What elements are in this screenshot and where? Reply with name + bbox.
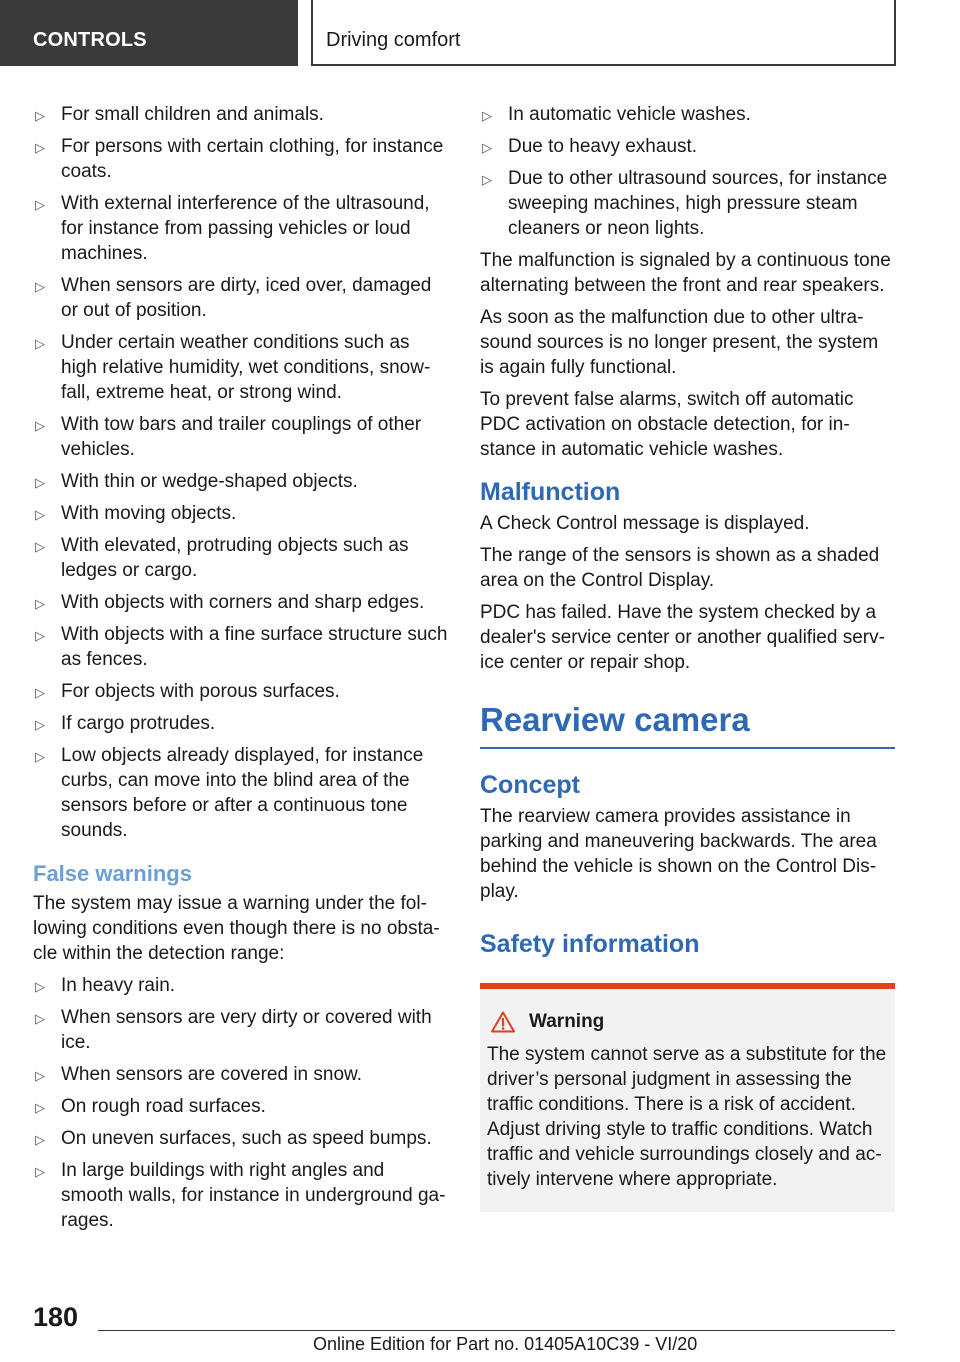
concept-text: The rearview camera provides assistance in parking and maneuvering backwards. The area behind the vehicle is shown on the Control Display. — [480, 806, 877, 902]
triangle-right-icon: ▷ — [482, 172, 492, 187]
page-number: 180 — [33, 1302, 79, 1332]
list-item-text: With elevated, protruding objects such as ledges or cargo. — [61, 535, 409, 581]
list-item-text: For objects with porous surfaces. — [61, 681, 340, 702]
left-column — [33, 102, 448, 1240]
list-item-text: Due to heavy exhaust. — [508, 136, 698, 157]
list-item-text: In large buildings with right angles and smooth walls, for instance in underground garages. — [61, 1160, 446, 1231]
list-item — [33, 412, 448, 462]
list-item-text: When sensors are very dirty or covered with ice. — [61, 1007, 432, 1053]
list-item-text: For persons with certain clothing, for instance coats. — [61, 136, 444, 182]
list-item-text: With thin or wedge-shaped objects. — [61, 471, 358, 492]
list-item — [33, 533, 448, 583]
triangle-right-icon: ▷ — [35, 1164, 45, 1179]
warning-triangle-icon — [491, 1011, 515, 1033]
triangle-right-icon: ▷ — [35, 717, 45, 732]
list-item-text: With external interference of the ultrasound, for instance from passing vehicles or loud machines. — [61, 193, 430, 264]
list-item-text: On uneven surfaces, such as speed bumps. — [61, 1128, 432, 1149]
edition-text: Online Edition for Part no. 01405A10C39 - VI/20 — [313, 1334, 698, 1354]
list-item — [33, 622, 448, 672]
triangle-right-icon: ▷ — [482, 108, 492, 123]
list-item-text: When sensors are covered in snow. — [61, 1064, 362, 1085]
safety-information-heading: Safety information — [480, 930, 700, 958]
list-item — [33, 679, 448, 704]
ultrasound-recovery-text: As soon as the malfunction due to other ultrasound sources is no longer present, the system is again fully functional. — [480, 307, 879, 378]
list-item — [33, 469, 448, 494]
list-item — [33, 1005, 448, 1055]
triangle-right-icon: ▷ — [35, 108, 45, 123]
list-item — [480, 134, 895, 159]
malfunction-heading: Malfunction — [480, 478, 621, 506]
list-item-text: Low objects already displayed, for instance curbs, can move into the blind area of the sensors before or after a continuous tone sounds. — [61, 745, 424, 841]
triangle-right-icon: ▷ — [35, 749, 45, 764]
triangle-right-icon: ▷ — [35, 336, 45, 351]
list-item-text: With objects with corners and sharp edges. — [61, 592, 425, 613]
warning-title: Warning — [529, 1011, 605, 1032]
triangle-right-icon: ▷ — [35, 279, 45, 294]
chapter-title: Driving comfort — [326, 29, 461, 51]
limitations-list — [33, 102, 448, 843]
triangle-right-icon: ▷ — [35, 475, 45, 490]
triangle-right-icon: ▷ — [35, 979, 45, 994]
list-item — [33, 1094, 448, 1119]
list-item-text: When sensors are dirty, iced over, damaged or out of position. — [61, 275, 432, 321]
list-item — [33, 501, 448, 526]
list-item — [33, 711, 448, 736]
false-warnings-heading: False warnings — [33, 861, 192, 886]
list-item-text: Under certain weather conditions such as high relative humidity, wet conditions, snowfall, extreme heat, or strong wind. — [61, 332, 431, 403]
malfunction-signal-text: The malfunction is signaled by a continuous tone alternating between the front and rear speakers. — [480, 250, 891, 296]
triangle-right-icon: ▷ — [482, 140, 492, 155]
list-item-text: With tow bars and trailer couplings of other vehicles. — [61, 414, 422, 460]
list-item — [33, 191, 448, 266]
list-item-text: If cargo protrudes. — [61, 713, 216, 734]
right-column — [480, 102, 895, 1212]
warning-text: The system cannot serve as a substitute for the driver’s personal judgment in assessing the traffic conditions. There is a risk of accident. Adjust driving style to traffic conditions. Watch traffic and vehicle surroundings closely and actively intervene where appropriate. — [487, 1044, 887, 1190]
list-item — [33, 1158, 448, 1233]
list-item-text: With moving objects. — [61, 503, 237, 524]
triangle-right-icon: ▷ — [35, 1132, 45, 1147]
more-false-warnings-list — [480, 102, 895, 241]
triangle-right-icon: ▷ — [35, 1100, 45, 1115]
malfunction-text-3: PDC has failed. Have the system checked by a dealer's service center or another qualified service center or repair shop. — [480, 602, 885, 673]
triangle-right-icon: ▷ — [35, 596, 45, 611]
list-item — [33, 743, 448, 843]
list-item — [33, 973, 448, 998]
triangle-right-icon: ▷ — [35, 628, 45, 643]
list-item — [33, 590, 448, 615]
footer-divider — [98, 1330, 895, 1331]
list-item — [480, 166, 895, 241]
triangle-right-icon: ▷ — [35, 1068, 45, 1083]
triangle-right-icon: ▷ — [35, 507, 45, 522]
warning-title-row — [487, 1011, 888, 1033]
triangle-right-icon: ▷ — [35, 418, 45, 433]
list-item — [33, 273, 448, 323]
list-item-text: With objects with a fine surface structure such as fences. — [61, 624, 448, 670]
list-item — [33, 134, 448, 184]
section-label: CONTROLS — [33, 29, 147, 51]
triangle-right-icon: ▷ — [35, 197, 45, 212]
list-item — [33, 330, 448, 405]
rearview-camera-heading: Rearview camera — [480, 701, 895, 749]
malfunction-text-1: A Check Control message is displayed. — [480, 513, 810, 534]
list-item-text: In heavy rain. — [61, 975, 176, 996]
list-item — [33, 1062, 448, 1087]
triangle-right-icon: ▷ — [35, 1011, 45, 1026]
section-tab — [0, 0, 298, 66]
false-warnings-list — [33, 973, 448, 1233]
warning-box — [480, 983, 895, 1212]
list-item-text: On rough road surfaces. — [61, 1096, 266, 1117]
chapter-title-box — [311, 0, 896, 66]
concept-heading: Concept — [480, 771, 580, 799]
list-item-text: For small children and animals. — [61, 104, 324, 125]
list-item — [33, 102, 448, 127]
page-header — [0, 0, 960, 66]
list-item-text: Due to other ultrasound sources, for instance sweeping machines, high pressure steam cleaners or neon lights. — [508, 168, 888, 239]
triangle-right-icon: ▷ — [35, 140, 45, 155]
malfunction-text-2: The range of the sensors is shown as a shaded area on the Control Display. — [480, 545, 880, 591]
list-item-text: In automatic vehicle washes. — [508, 104, 751, 125]
triangle-right-icon: ▷ — [35, 539, 45, 554]
list-item — [33, 1126, 448, 1151]
prevent-false-alarms-text: To prevent false alarms, switch off automatic PDC activation on obstacle detection, for instance in automatic vehicle washes. — [480, 389, 854, 460]
triangle-right-icon: ▷ — [35, 685, 45, 700]
list-item — [480, 102, 895, 127]
false-warnings-intro: The system may issue a warning under the following conditions even though there is no obstacle within the detection range: — [33, 893, 440, 964]
